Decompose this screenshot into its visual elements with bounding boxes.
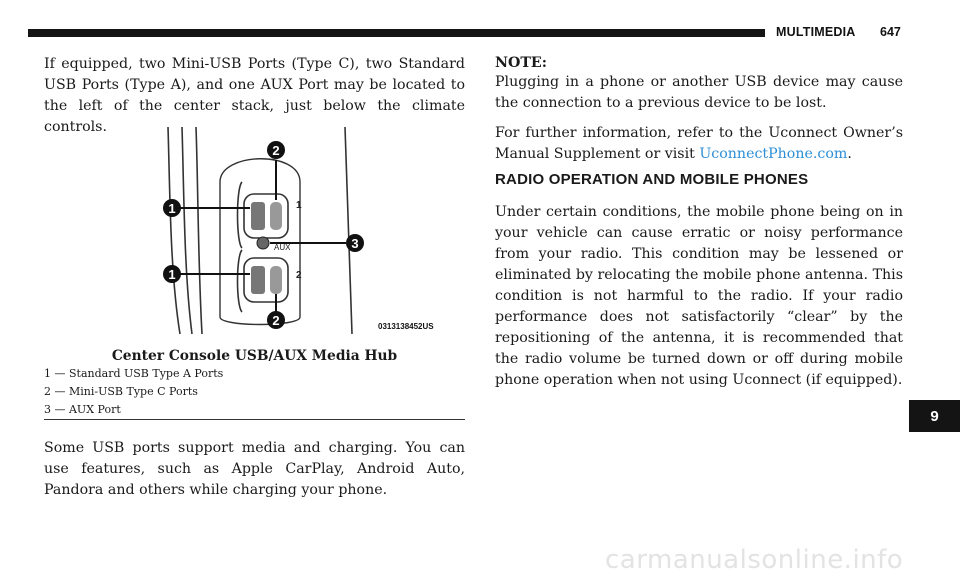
callout-1-upper-label: 1: [168, 201, 176, 216]
callout-2-lower-label: 2: [272, 313, 280, 328]
legend-item-2: 2 — Mini-USB Type C Ports: [44, 385, 198, 398]
console-edge-line: [168, 127, 180, 334]
figure-caption: Center Console USB/AUX Media Hub: [111, 348, 398, 364]
uconnect-link[interactable]: UconnectPhone.com: [699, 146, 848, 162]
callout-3-label: 3: [351, 236, 359, 251]
aux-label: AUX: [274, 243, 291, 252]
note-title: NOTE:: [495, 55, 547, 71]
further-info-text: For further information, refer to the Uconnect Owner’s Manual Supplement or visit: [495, 125, 903, 162]
legend-item-3: 3 — AUX Port: [44, 403, 121, 416]
further-info-end: .: [847, 146, 852, 162]
note-paragraph: Plugging in a phone or another USB device may cause the connection to a previous device to be lost.: [495, 74, 903, 111]
watermark: carmanualsonline.info: [605, 545, 904, 575]
header-bar: [28, 29, 765, 37]
usb-aux-hub-illustration: [150, 122, 450, 337]
port-label-1: 1: [296, 200, 302, 211]
usb-a-port-lower: [251, 266, 265, 294]
callout-2-upper-label: 2: [272, 143, 280, 158]
running-header-section: MULTIMEDIA: [776, 25, 856, 39]
usb-c-port-upper: [270, 202, 282, 230]
intro-paragraph: If equipped, two Mini-USB Ports (Type C), two Standard USB Ports (Type A), and one AUX Port may be located to the left of the center stack, just below the climate controls.: [44, 56, 465, 135]
page-number: 647: [880, 25, 901, 39]
usb-a-port-upper: [251, 202, 265, 230]
chapter-tab: 9: [909, 400, 960, 432]
further-info-paragraph: [495, 123, 903, 165]
usb-c-port-lower: [270, 266, 282, 294]
radio-paragraph: Under certain conditions, the mobile phone being on in your vehicle can cause erratic or noisy performance from your radio. This condition may be lessened or eliminated by relocating the mobile phone antenna. This condition is not harmful to the radio. If your radio performance does not satisfactorily “clear” by the repositioning of the antenna, it is recommended that the radio volume be turned down or off during mobile phone operation when not using Uconnect (if equipped).: [495, 204, 903, 388]
section-heading: RADIO OPERATION AND MOBILE PHONES: [495, 171, 809, 188]
aux-port: [257, 237, 269, 249]
callout-1-lower-label: 1: [168, 267, 176, 282]
legend-item-1: 1 — Standard USB Type A Ports: [44, 367, 224, 380]
figure-code: 0313138452US: [378, 322, 434, 331]
port-label-2: 2: [296, 270, 302, 281]
usb-support-paragraph: Some USB ports support media and charging. You can use features, such as Apple CarPlay, Android Auto, Pandora and others while charging your phone.: [44, 440, 465, 498]
legend-divider: [44, 419, 465, 420]
